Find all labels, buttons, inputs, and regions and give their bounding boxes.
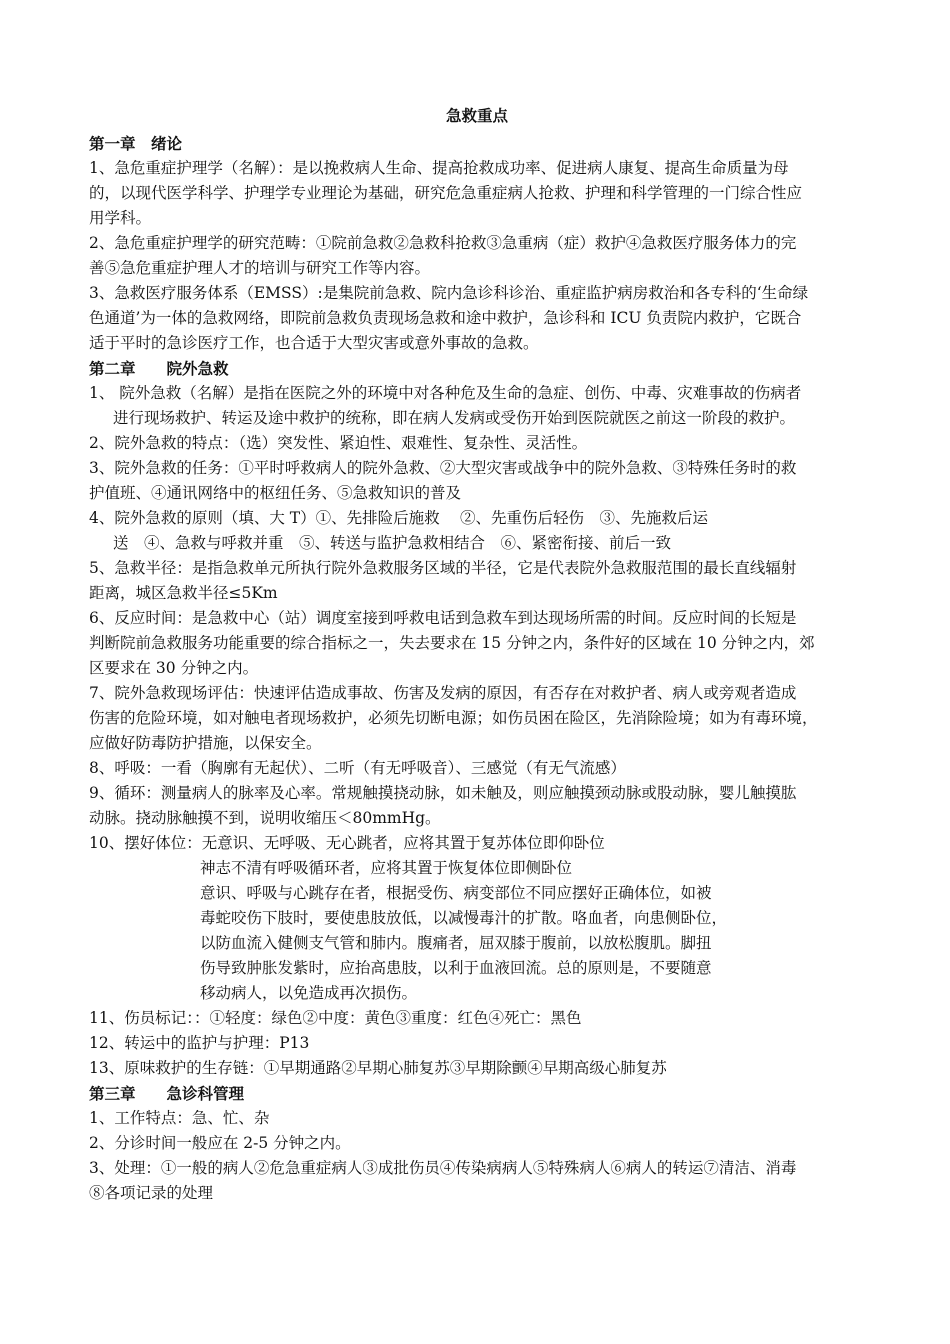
text-line: 意识、呼吸与心跳存在者，根据受伤、病变部位不同应摆好正确体位，如被 — [200, 884, 712, 902]
text-line: ⑧各项记录的处理 — [89, 1184, 214, 1202]
text-line: 5、急救半径：是指急救单元所执行院外急救服务区域的半径，它是代表院外急救服范围的最长直线辐射 — [89, 559, 797, 577]
text-line: 3、处理：①一般的病人②危急重症病人③成批伤员④传染病病人⑤特殊病人⑥病人的转运⑦清洁、消毒 — [89, 1159, 797, 1177]
text-line: 护值班、④通讯网络中的枢纽任务、⑤急救知识的普及 — [89, 484, 462, 502]
text-line: 伤害的危险环境，如对触电者现场救护，必须先切断电源；如伤员困在险区，先消除险境；如为有毒环境， — [89, 709, 818, 727]
text-line: 判断院前急救服务功能重要的综合指标之一，失去要求在 15 分钟之内，条件好的区域在 10 分钟之内，郊 — [89, 634, 815, 652]
text-line: 距离，城区急救半径≤5Km — [89, 584, 278, 602]
text-line: 1、急危重症护理学（名解）：是以挽救病人生命、提高抢救成功率、促进病人康复、提高生命质量为母 — [89, 159, 789, 177]
ch1-paragraph-2 — [89, 231, 865, 281]
ch3-paragraph-1: 1、工作特点：急、忙、杂 — [89, 1109, 270, 1127]
text-line: 适于平时的急诊医疗工作，也合适于大型灾害或意外事故的急救。 — [89, 334, 539, 352]
ch2-paragraph-10 — [89, 831, 865, 1006]
ch1-paragraph-3 — [89, 281, 865, 356]
text-line: 1、 院外急救（名解）是指在医院之外的环境中对各种危及生命的急症、创伤、中毒、灾难事故的伤病者 — [89, 384, 802, 402]
chapter-1-heading: 第一章 绪论 — [89, 134, 183, 153]
ch1-paragraph-1 — [89, 156, 865, 231]
ch2-paragraph-7 — [89, 681, 865, 756]
text-line: 7、院外急救现场评估：快速评估造成事故、伤害及发病的原因，有否存在对救护者、病人或旁观者造成 — [89, 684, 797, 702]
ch3-paragraph-2: 2、分诊时间一般应在 2-5 分钟之内。 — [89, 1134, 351, 1152]
text-line: 3、急救医疗服务体系（EMSS）:是集院前急救、院内急诊科诊治、重症监护病房救治和各专科的‘生命绿 — [89, 284, 809, 302]
text-line: 善⑤急危重症护理人才的培训与研究工作等内容。 — [89, 259, 431, 277]
ch2-paragraph-1 — [89, 381, 865, 431]
text-line: 区要求在 30 分钟之内。 — [89, 659, 259, 677]
ch2-paragraph-12: 12、转运中的监护与护理：P13 — [89, 1034, 310, 1052]
ch2-paragraph-11: 11、伤员标记：：①轻度：绿色②中度：黄色③重度：红色④死亡：黑色 — [89, 1009, 582, 1027]
document-page — [89, 97, 865, 1206]
ch3-paragraph-3 — [89, 1156, 865, 1206]
text-line: 以防血流入健侧支气管和肺内。腹痛者，屈双膝于腹前，以放松腹肌。脚扭 — [200, 934, 712, 952]
text-line: 伤导致肿胀发紫时，应抬高患肢，以利于血液回流。总的原则是，不要随意 — [200, 959, 712, 977]
text-line: 用学科。 — [89, 209, 152, 227]
text-line: 进行现场救护、转运及途中救护的统称，即在病人发病或受伤开始到医院就医之前这一阶段的救护。 — [113, 409, 796, 427]
text-line: 10、摆好体位：无意识、无呼吸、无心跳者，应将其置于复苏体位即仰卧位 — [89, 834, 605, 852]
ch2-paragraph-3 — [89, 456, 865, 506]
text-line: 移动病人，以免造成再次损伤。 — [200, 984, 418, 1002]
text-line: 应做好防毒防护措施，以保安全。 — [89, 734, 322, 752]
text-line: 的，以现代医学科学、护理学专业理论为基础，研究危急重症病人抢救、护理和科学管理的一门综合性应 — [89, 184, 803, 202]
chapter-2-heading: 第二章 院外急救 — [89, 359, 229, 378]
text-line: 4、院外急救的原则（填、大 T）①、先排险后施救 ②、先重伤后轻伤 ③、先施救后运 — [89, 509, 709, 527]
text-line: 毒蛇咬伤下肢时，要使患肢放低，以减慢毒汁的扩散。咯血者，向患侧卧位， — [200, 909, 728, 927]
ch2-paragraph-4 — [89, 506, 865, 556]
ch2-paragraph-2: 2、院外急救的特点：（选）突发性、紧迫性、艰难性、复杂性、灵活性。 — [89, 434, 588, 452]
text-line: 6、反应时间：是急救中心（站）调度室接到呼救电话到急救车到达现场所需的时间。反应时间的长短是 — [89, 609, 797, 627]
text-line: 9、循环：测量病人的脉率及心率。常规触摸挠动脉，如未触及，则应触摸颈动脉或股动脉，婴儿触摸肱 — [89, 784, 797, 802]
text-line: 3、院外急救的任务：①平时呼救病人的院外急救、②大型灾害或战争中的院外急救、③特殊任务时的救 — [89, 459, 797, 477]
ch2-paragraph-5 — [89, 556, 865, 606]
ch2-paragraph-13: 13、原味救护的生存链：①早期通路②早期心肺复苏③早期除颤④早期高级心肺复苏 — [89, 1059, 667, 1077]
document-title: 急救重点 — [445, 106, 508, 125]
text-line: 送 ④、急救与呼救并重 ⑤、转送与监护急救相结合 ⑥、紧密衔接、前后一致 — [113, 534, 672, 552]
text-line: 色通道’为一体的急救网络，即院前急救负责现场急救和途中救护，急诊科和 ICU 负责院内救护，它既合 — [89, 309, 802, 327]
ch2-paragraph-9 — [89, 781, 865, 831]
text-line: 2、急危重症护理学的研究范畴：①院前急救②急救科抢救③急重病（症）救护④急救医疗服务体力的完 — [89, 234, 797, 252]
ch2-paragraph-6 — [89, 606, 865, 681]
text-line: 动脉。挠动脉触摸不到，说明收缩压＜80mmHg。 — [89, 809, 441, 827]
chapter-3-heading: 第三章 急诊科管理 — [89, 1084, 245, 1103]
ch2-paragraph-8: 8、呼吸：一看（胸廓有无起伏）、二听（有无呼吸音）、三感觉（有无气流感） — [89, 759, 626, 777]
text-line: 神志不清有呼吸循环者，应将其置于恢复体位即侧卧位 — [200, 859, 573, 877]
